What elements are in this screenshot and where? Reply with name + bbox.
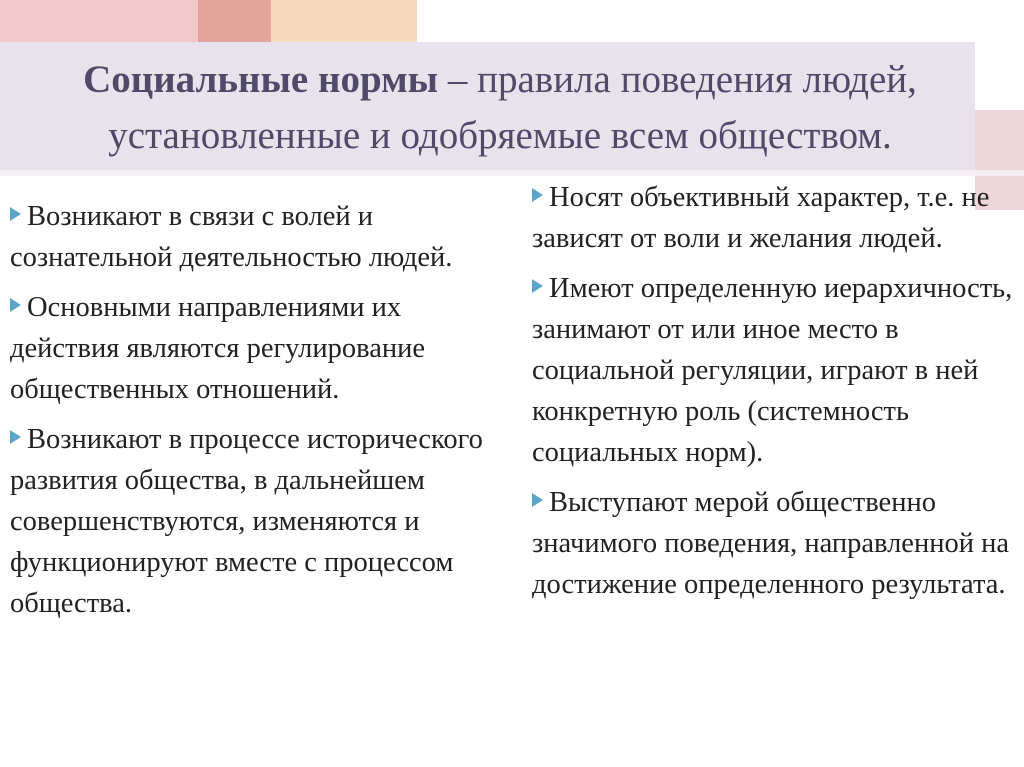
list-item-text: Возникают в процессе исторического развития общества, в дальнейшем совершенствуются, изменяются и функционируют вместе с процессом общества. [10, 424, 483, 619]
list-item-text: Выступают мерой общественно значимого поведения, направленной на достижение определенного результата. [532, 487, 1009, 600]
decor-block-pink [0, 0, 198, 42]
list-item-text: Основными направлениями их действия являются регулирование общественных отношений. [10, 292, 426, 405]
list-item [532, 177, 1017, 259]
list-item-text: Носят объективный характер, т.е. не зависят от воли и желания людей. [532, 182, 990, 254]
divider [0, 170, 1024, 176]
right-column [532, 177, 1017, 614]
triangle-bullet-icon [10, 430, 21, 444]
triangle-bullet-icon [532, 279, 543, 293]
triangle-bullet-icon [10, 298, 21, 312]
left-column [10, 196, 500, 633]
list-item [10, 196, 500, 278]
list-item [532, 268, 1017, 473]
triangle-bullet-icon [532, 493, 543, 507]
list-item [10, 287, 500, 410]
list-item-text: Возникают в связи с волей и сознательной деятельностью людей. [10, 201, 453, 273]
list-item [10, 419, 500, 624]
title-bold: Социальные нормы [83, 58, 439, 101]
triangle-bullet-icon [532, 188, 543, 202]
slide-title [20, 52, 980, 164]
triangle-bullet-icon [10, 207, 21, 221]
list-item [532, 482, 1017, 605]
title-rest: – правила поведения людей, установленные и одобряемые всем обществом. [108, 58, 917, 157]
list-item-text: Имеют определенную иерархичность, занимают от или иное место в социальной регуляции, играют в ней конкретную роль (системность социальных норм). [532, 273, 1013, 468]
